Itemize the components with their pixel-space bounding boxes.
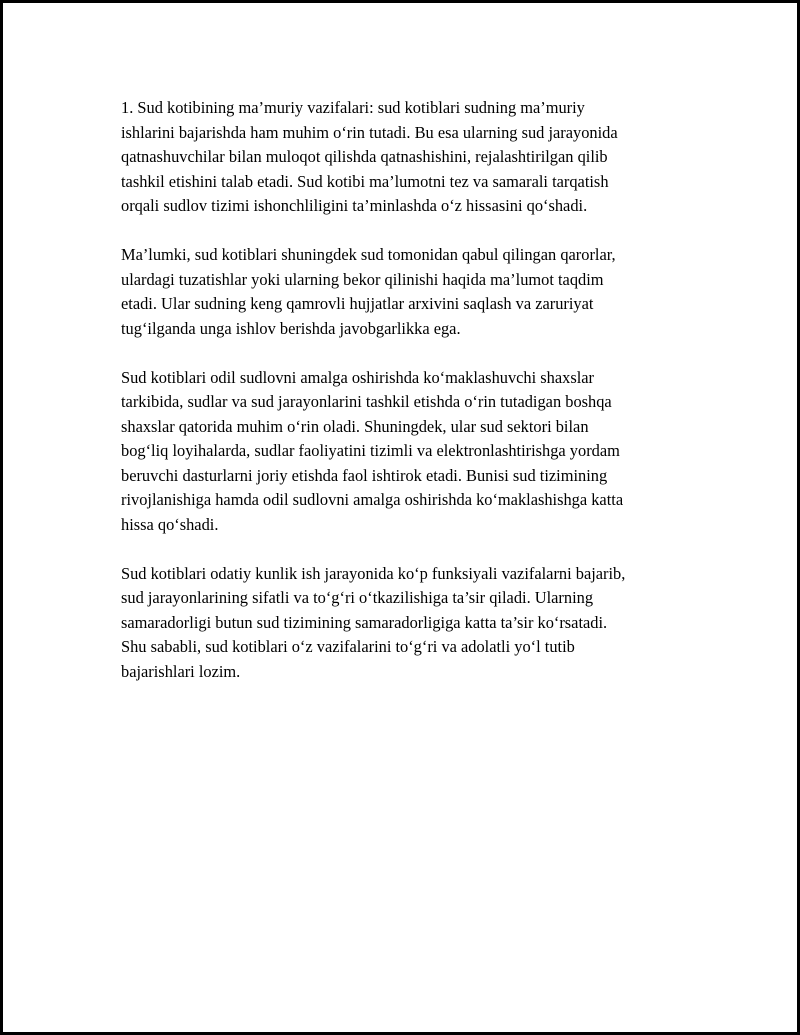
text-line: rivojlanishiga hamda odil sudlovni amalga oshirishda ko‘maklashishga katta [121, 490, 624, 509]
text-line: bajarishlari lozim. [121, 661, 241, 681]
paragraph-1 [121, 96, 687, 219]
text-line: tug‘ilganda unga ishlov berishda javobgarlikka ega. [121, 318, 461, 338]
text-line: ishlarini bajarishda ham muhim o‘rin tutadi. Bu esa ularning sud jarayonida [121, 122, 618, 142]
text-line: tashkil etishini talab etadi. Sud kotibi ma’lumotni tez va samarali tarqatish [121, 171, 609, 191]
text-line: shaxslar qatorida muhim o‘rin oladi. Shuningdek, ular sud sektori bilan [121, 416, 589, 436]
text-line: qatnashuvchilar bilan muloqot qilishda qatnashishini, rejalashtirilgan qilib [121, 147, 608, 166]
text-line: Sud kotiblari odatiy kunlik ish jarayonida ko‘p funksiyali vazifalarni bajarib, [121, 563, 626, 583]
text-line: orqali sudlov tizimi ishonchliligini ta’minlashda o‘z hissasini qo‘shadi. [121, 196, 588, 215]
text-line: etadi. Ular sudning keng qamrovli hujjatlar arxivini saqlash va zaruriyat [121, 294, 594, 313]
text-line: Ma’lumki, sud kotiblari shuningdek sud tomonidan qabul qilingan qarorlar, [121, 245, 616, 264]
text-line: Shu sababli, sud kotiblari o‘z vazifalarini to‘g‘ri va adolatli yo‘l tutib [121, 637, 575, 656]
paragraph-2 [121, 243, 687, 341]
text-line: beruvchi dasturlarni joriy etishda faol ishtirok etadi. Bunisi sud tizimining [121, 465, 608, 485]
text-line: ulardagi tuzatishlar yoki ularning bekor qilinishi haqida ma’lumot taqdim [121, 269, 604, 289]
text-line: tarkibida, sudlar va sud jarayonlarini tashkil etishda o‘rin tutadigan boshqa [121, 392, 612, 411]
document-body [121, 96, 687, 709]
text-line: Sud kotiblari odil sudlovni amalga oshirishda ko‘maklashuvchi shaxslar [121, 367, 594, 387]
text-line: hissa qo‘shadi. [121, 514, 219, 534]
text-line: samaradorligi butun sud tizimining samaradorligiga katta ta’sir ko‘rsatadi. [121, 612, 608, 632]
text-line: sud jarayonlarining sifatli va to‘g‘ri o‘tkazilishiga ta’sir qiladi. Ularning [121, 588, 594, 607]
text-line: bog‘liq loyihalarda, sudlar faoliyatini tizimli va elektronlashtirishga yordam [121, 441, 620, 460]
paragraph-3 [121, 366, 687, 538]
paragraph-4 [121, 562, 687, 685]
text-line: 1. Sud kotibining ma’muriy vazifalari: sud kotiblari sudning ma’muriy [121, 98, 585, 117]
